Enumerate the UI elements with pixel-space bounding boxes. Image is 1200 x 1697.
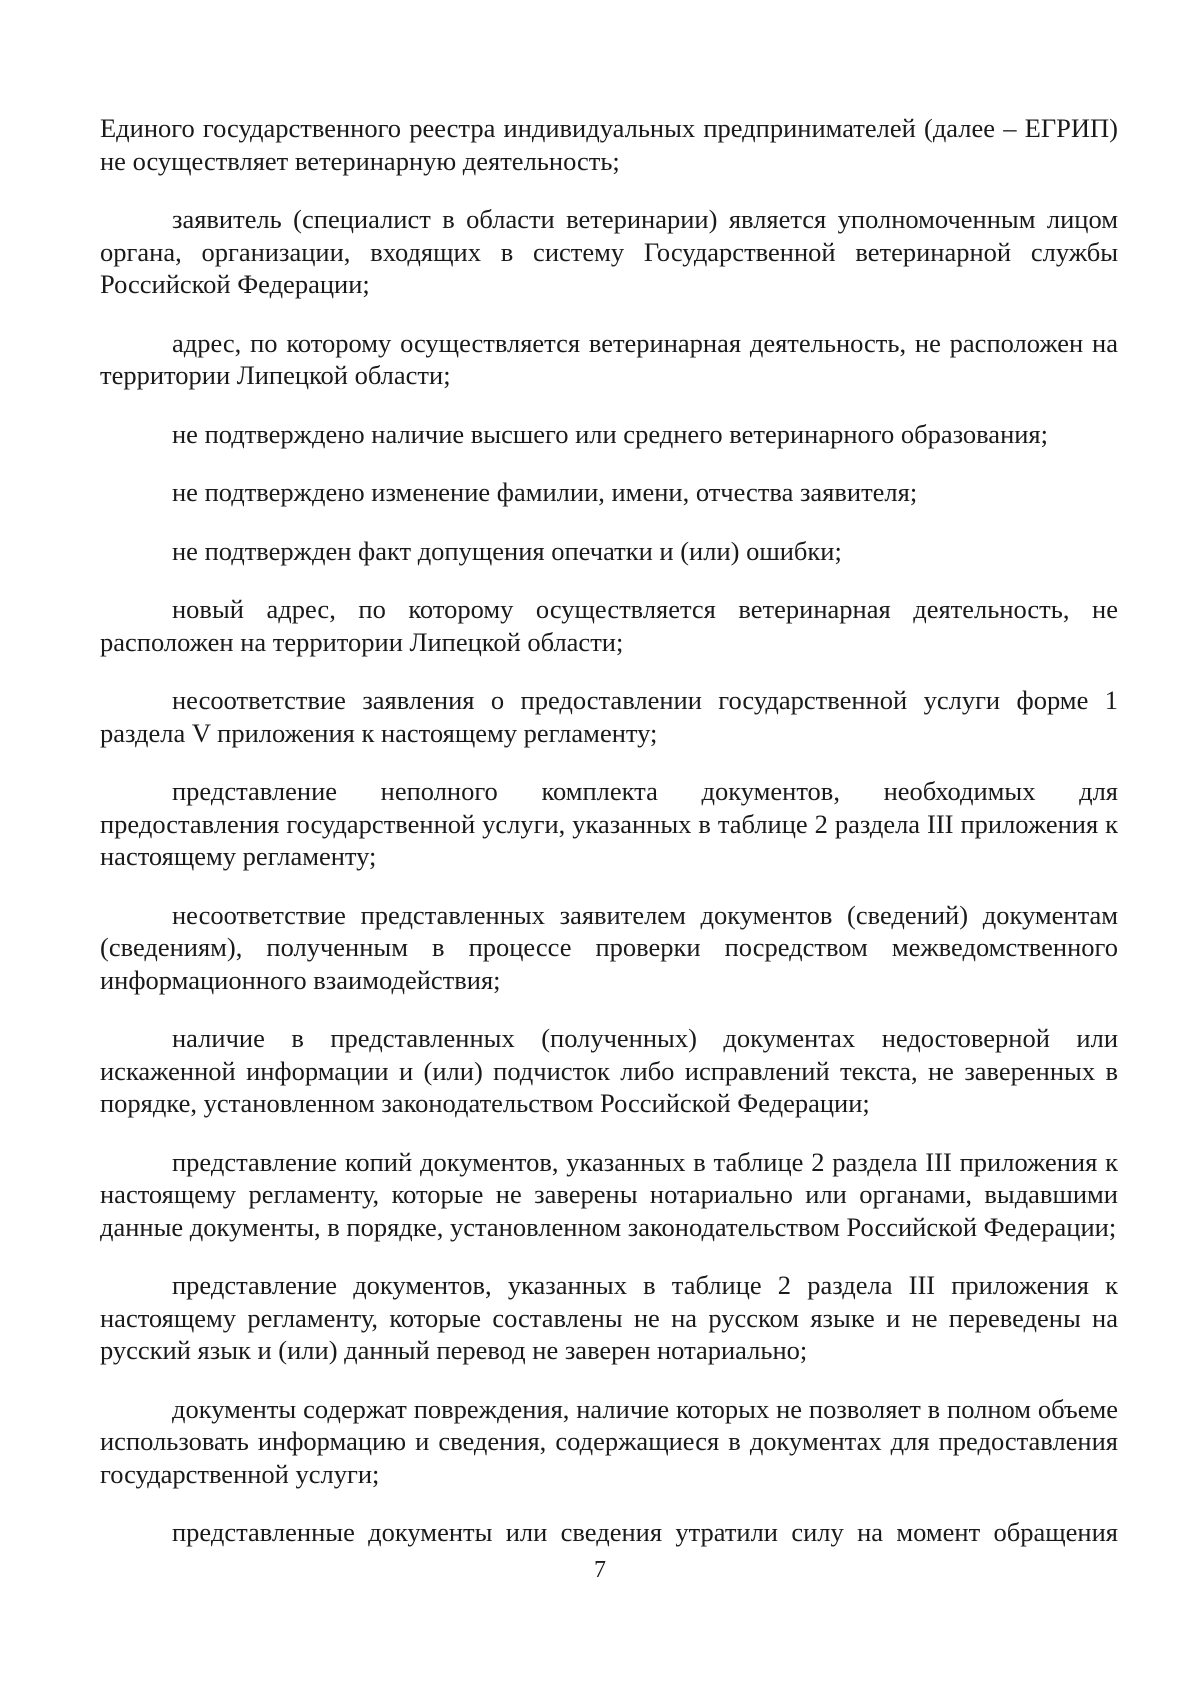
paragraph-5: не подтверждено изменение фамилии, имени, отчества заявителя; xyxy=(172,477,918,507)
page-number: 7 xyxy=(594,1557,606,1583)
paragraph-12: представление копий документов, указанных в таблице 2 раздела III приложения к настоящему регламенту, которые не заверены нотариально или органами, выдавшими данные документы, в порядке, установленном законодательством Российской Федерации; xyxy=(100,1146,1118,1242)
paragraph-10: несоответствие представленных заявителем документов (сведений) документам (сведениям), полученным в процессе проверки посредством межведомственного информационного взаимодействия; xyxy=(100,899,1118,995)
paragraph-2: заявитель (специалист в области ветеринарии) является уполномоченным лицом органа, организации, входящих в систему Государственной ветеринарной службы Российской Федерации; xyxy=(100,204,1118,299)
paragraph-1: Единого государственного реестра индивидуальных предпринимателей (далее – ЕГРИП) не осуществляет ветеринарную деятельность; xyxy=(100,113,1118,176)
paragraph-7: новый адрес, по которому осуществляется ветеринарная деятельность, не расположен на территории Липецкой области; xyxy=(100,594,1118,657)
paragraph-11: наличие в представленных (полученных) документах недостоверной или искаженной информации и (или) подчисток либо исправлений текста, не заверенных в порядке, установленном законодательством Российской Федерации; xyxy=(100,1023,1118,1118)
paragraph-14: документы содержат повреждения, наличие которых не позволяет в полном объеме использовать информацию и сведения, содержащиеся в документах для предоставления государственной услуги; xyxy=(100,1393,1118,1489)
paragraph-8: несоответствие заявления о предоставлении государственной услуги форме 1 раздела V приложения к настоящему регламенту; xyxy=(100,685,1118,748)
paragraph-15: представленные документы или сведения утратили силу на момент обращения xyxy=(172,1517,1118,1547)
paragraph-4: не подтверждено наличие высшего или среднего ветеринарного образования; xyxy=(172,418,1048,449)
document-body xyxy=(100,112,1118,1549)
paragraph-9: представление неполного комплекта документов, необходимых для предоставления государственной услуги, указанных в таблице 2 раздела III приложения к настоящему регламенту; xyxy=(100,776,1118,871)
paragraph-6: не подтвержден факт допущения опечатки и (или) ошибки; xyxy=(172,535,842,566)
paragraph-3: адрес, по которому осуществляется ветеринарная деятельность, не расположен на территории Липецкой области; xyxy=(100,327,1118,390)
paragraph-13: представление документов, указанных в таблице 2 раздела III приложения к настоящему регламенту, которые составлены не на русском языке и не переведены на русский язык и (или) данный перевод не заверен нотариально; xyxy=(100,1270,1118,1365)
